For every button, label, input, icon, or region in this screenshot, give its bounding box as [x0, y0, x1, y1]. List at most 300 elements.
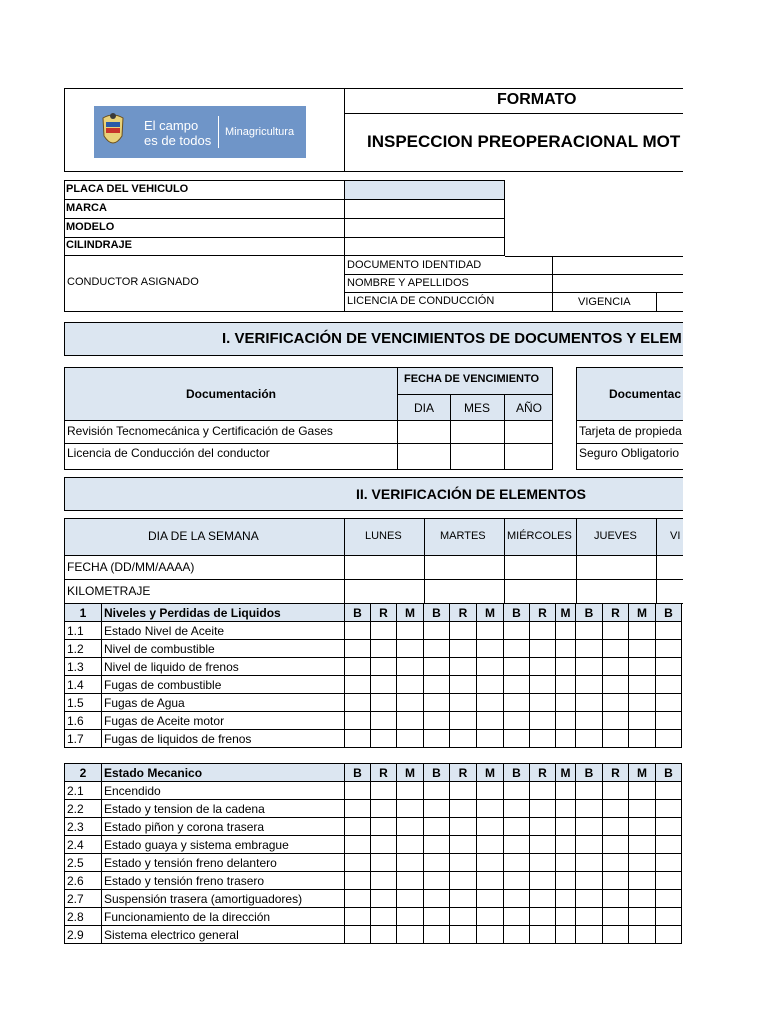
header-divider	[344, 88, 345, 172]
rating-cell[interactable]	[397, 872, 424, 890]
rating-cell[interactable]	[556, 730, 576, 748]
rating-cell[interactable]	[345, 676, 371, 694]
rating-cell[interactable]	[556, 890, 576, 908]
rating-cell[interactable]	[656, 640, 682, 658]
rating-cell[interactable]	[345, 836, 371, 854]
fecha-label: FECHA (DD/MM/AAAA)	[67, 560, 195, 574]
rating-cell[interactable]	[603, 782, 629, 800]
rating-cell[interactable]	[397, 890, 424, 908]
rating-cell[interactable]	[530, 926, 556, 944]
rating-cell[interactable]	[371, 908, 397, 926]
rating-cell[interactable]	[603, 890, 629, 908]
rating-cell[interactable]	[556, 676, 576, 694]
item-label: Nivel de liquido de frenos	[102, 658, 345, 676]
rating-cell[interactable]	[345, 658, 371, 676]
day-jueves: JUEVES	[594, 530, 637, 542]
rating-cell[interactable]	[477, 908, 504, 926]
rating-cell[interactable]	[450, 872, 477, 890]
rating-cell[interactable]	[556, 854, 576, 872]
rating-cell[interactable]	[504, 800, 530, 818]
rating-cell[interactable]	[424, 926, 450, 944]
rating-cell[interactable]	[603, 658, 629, 676]
rating-cell[interactable]	[477, 800, 504, 818]
rating-header-m: M	[629, 764, 656, 782]
rating-cell[interactable]	[576, 926, 603, 944]
rating-cell[interactable]	[345, 890, 371, 908]
rating-cell[interactable]	[371, 872, 397, 890]
rating-cell[interactable]	[424, 712, 450, 730]
rating-cell[interactable]	[530, 872, 556, 890]
rating-cell[interactable]	[576, 676, 603, 694]
rating-cell[interactable]	[629, 836, 656, 854]
rating-cell[interactable]	[629, 782, 656, 800]
rating-cell[interactable]	[450, 818, 477, 836]
marca-input[interactable]	[345, 200, 504, 218]
rating-cell[interactable]	[603, 872, 629, 890]
logo-separator	[218, 116, 219, 148]
rating-cell[interactable]	[424, 818, 450, 836]
rating-cell[interactable]	[556, 640, 576, 658]
rating-cell[interactable]	[371, 818, 397, 836]
cilindraje-label: CILINDRAJE	[66, 239, 133, 251]
rating-cell[interactable]	[629, 730, 656, 748]
rating-cell[interactable]	[371, 782, 397, 800]
rating-cell[interactable]	[556, 818, 576, 836]
rating-cell[interactable]	[477, 926, 504, 944]
rating-cell[interactable]	[656, 908, 682, 926]
rating-cell[interactable]	[504, 908, 530, 926]
rating-cell[interactable]	[397, 800, 424, 818]
table-row	[65, 730, 682, 748]
rating-cell[interactable]	[477, 730, 504, 748]
rating-cell[interactable]	[603, 800, 629, 818]
rating-cell[interactable]	[576, 800, 603, 818]
rating-cell[interactable]	[504, 782, 530, 800]
rating-cell[interactable]	[397, 730, 424, 748]
rating-cell[interactable]	[530, 712, 556, 730]
rating-cell[interactable]	[450, 782, 477, 800]
item-label: Fugas de combustible	[102, 676, 345, 694]
nombre-input[interactable]	[553, 275, 683, 292]
rating-cell[interactable]	[371, 890, 397, 908]
rating-cell[interactable]	[450, 712, 477, 730]
rating-cell[interactable]	[397, 926, 424, 944]
doc-row-2: Licencia de Conducción del conductor	[67, 446, 270, 460]
rating-cell[interactable]	[603, 926, 629, 944]
rating-cell[interactable]	[656, 712, 682, 730]
rating-cell[interactable]	[345, 872, 371, 890]
rating-cell[interactable]	[397, 836, 424, 854]
rating-cell[interactable]	[371, 854, 397, 872]
item-label: Estado y tensión freno trasero	[102, 872, 345, 890]
vigencia-input[interactable]	[657, 293, 683, 311]
rating-header-b: B	[345, 764, 371, 782]
rating-header-b: B	[345, 604, 371, 622]
rating-cell[interactable]	[530, 854, 556, 872]
day-lunes: LUNES	[365, 530, 402, 542]
rating-cell[interactable]	[397, 782, 424, 800]
rating-cell[interactable]	[371, 836, 397, 854]
rating-cell[interactable]	[504, 872, 530, 890]
rating-cell[interactable]	[371, 730, 397, 748]
table-row	[65, 872, 682, 890]
rating-cell[interactable]	[345, 730, 371, 748]
group-title: Niveles y Perdidas de Liquidos	[102, 604, 345, 622]
nombre-label: NOMBRE Y APELLIDOS	[347, 277, 469, 289]
rating-cell[interactable]	[556, 694, 576, 712]
table-row	[65, 622, 682, 640]
rating-cell[interactable]	[345, 622, 371, 640]
rating-cell[interactable]	[504, 730, 530, 748]
item-number: 1.4	[65, 676, 102, 694]
item-number: 2.6	[65, 872, 102, 890]
item-number: 2.9	[65, 926, 102, 944]
rating-header-r: R	[530, 764, 556, 782]
rating-cell[interactable]	[576, 890, 603, 908]
section2-title: II. VERIFICACIÓN DE ELEMENTOS	[356, 486, 586, 502]
table-row	[65, 926, 682, 944]
rating-header-b: B	[504, 604, 530, 622]
page-subtitle: INSPECCION PREOPERACIONAL MOT	[367, 132, 681, 151]
rating-cell[interactable]	[504, 854, 530, 872]
rating-cell[interactable]	[656, 676, 682, 694]
rating-cell[interactable]	[477, 818, 504, 836]
rating-cell[interactable]	[504, 836, 530, 854]
item-number: 2.3	[65, 818, 102, 836]
rating-cell[interactable]	[530, 622, 556, 640]
rating-cell[interactable]	[576, 908, 603, 926]
rating-header-m: M	[477, 604, 504, 622]
rating-cell[interactable]	[477, 836, 504, 854]
rating-header-r: R	[603, 764, 629, 782]
rating-cell[interactable]	[576, 640, 603, 658]
rating-cell[interactable]	[504, 926, 530, 944]
rating-cell[interactable]	[603, 694, 629, 712]
doc-row-1: Revisión Tecnomecánica y Certificación de Gases	[67, 424, 333, 438]
rating-cell[interactable]	[424, 694, 450, 712]
rating-cell[interactable]	[477, 640, 504, 658]
conductor-label: CONDUCTOR ASIGNADO	[67, 276, 199, 288]
rating-cell[interactable]	[530, 640, 556, 658]
item-number: 2.8	[65, 908, 102, 926]
rating-cell[interactable]	[603, 730, 629, 748]
driver-col-divider	[344, 256, 345, 312]
item-label: Encendido	[102, 782, 345, 800]
table-row	[65, 890, 682, 908]
rating-cell[interactable]	[603, 854, 629, 872]
rating-cell[interactable]	[576, 622, 603, 640]
rating-cell[interactable]	[504, 640, 530, 658]
header-title-rule	[344, 113, 683, 114]
rating-header-b: B	[656, 604, 682, 622]
rating-cell[interactable]	[450, 854, 477, 872]
rating-cell[interactable]	[530, 818, 556, 836]
rating-cell[interactable]	[530, 658, 556, 676]
table-row	[65, 658, 682, 676]
item-number: 1.1	[65, 622, 102, 640]
cilindraje-input[interactable]	[345, 238, 504, 255]
rating-cell[interactable]	[397, 622, 424, 640]
rating-cell[interactable]	[530, 676, 556, 694]
rating-cell[interactable]	[576, 818, 603, 836]
rating-cell[interactable]	[424, 890, 450, 908]
rating-cell[interactable]	[603, 712, 629, 730]
rating-cell[interactable]	[556, 872, 576, 890]
rating-cell[interactable]	[629, 658, 656, 676]
rating-cell[interactable]	[556, 800, 576, 818]
rating-cell[interactable]	[576, 872, 603, 890]
rating-cell[interactable]	[656, 730, 682, 748]
doc-right-row-2: Seguro Obligatorio	[579, 446, 680, 460]
rating-cell[interactable]	[371, 800, 397, 818]
rating-cell[interactable]	[530, 836, 556, 854]
rating-cell[interactable]	[656, 818, 682, 836]
rating-cell[interactable]	[450, 800, 477, 818]
rating-header-m: M	[397, 604, 424, 622]
rating-cell[interactable]	[504, 622, 530, 640]
rating-cell[interactable]	[556, 712, 576, 730]
item-label: Fugas de liquidos de frenos	[102, 730, 345, 748]
rating-cell[interactable]	[629, 926, 656, 944]
rating-cell[interactable]	[504, 658, 530, 676]
doc-right-row-rule	[576, 443, 683, 444]
rating-cell[interactable]	[576, 782, 603, 800]
placa-label: PLACA DEL VEHICULO	[66, 183, 189, 195]
rating-cell[interactable]	[656, 658, 682, 676]
table-row	[65, 800, 682, 818]
rating-cell[interactable]	[477, 694, 504, 712]
rating-cell[interactable]	[504, 890, 530, 908]
rating-cell[interactable]	[530, 782, 556, 800]
rating-cell[interactable]	[629, 872, 656, 890]
rating-cell[interactable]	[371, 712, 397, 730]
rating-cell[interactable]	[397, 658, 424, 676]
rating-cell[interactable]	[371, 694, 397, 712]
rating-cell[interactable]	[345, 818, 371, 836]
ano-label: AÑO	[516, 401, 543, 415]
item-label: Fugas de Aceite motor	[102, 712, 345, 730]
checklist-group-2	[64, 763, 682, 944]
rating-cell[interactable]	[576, 836, 603, 854]
rating-cell[interactable]	[477, 782, 504, 800]
rating-cell[interactable]	[556, 836, 576, 854]
item-label: Funcionamiento de la dirección	[102, 908, 345, 926]
rating-cell[interactable]	[424, 658, 450, 676]
rating-cell[interactable]	[629, 694, 656, 712]
rating-cell[interactable]	[556, 926, 576, 944]
rating-cell[interactable]	[576, 854, 603, 872]
rating-cell[interactable]	[424, 676, 450, 694]
rating-cell[interactable]	[397, 712, 424, 730]
logo-text-2: es de todos	[144, 133, 212, 148]
rating-cell[interactable]	[656, 622, 682, 640]
rating-cell[interactable]	[345, 640, 371, 658]
rating-cell[interactable]	[504, 694, 530, 712]
rating-cell[interactable]	[371, 658, 397, 676]
item-label: Suspensión trasera (amortiguadores)	[102, 890, 345, 908]
rating-cell[interactable]	[576, 730, 603, 748]
rating-cell[interactable]	[530, 890, 556, 908]
rating-cell[interactable]	[450, 694, 477, 712]
rating-cell[interactable]	[450, 908, 477, 926]
doc-right-header-label: Documentac	[609, 387, 682, 401]
rating-cell[interactable]	[576, 694, 603, 712]
rating-cell[interactable]	[556, 782, 576, 800]
rating-cell[interactable]	[576, 658, 603, 676]
rating-cell[interactable]	[397, 818, 424, 836]
rating-cell[interactable]	[450, 926, 477, 944]
rating-cell[interactable]	[656, 836, 682, 854]
rating-cell[interactable]	[450, 676, 477, 694]
rating-cell[interactable]	[629, 622, 656, 640]
rating-cell[interactable]	[477, 658, 504, 676]
rating-cell[interactable]	[450, 836, 477, 854]
modelo-input[interactable]	[345, 219, 504, 237]
rating-cell[interactable]	[345, 908, 371, 926]
rating-cell[interactable]	[477, 712, 504, 730]
rating-cell[interactable]	[629, 640, 656, 658]
rating-cell[interactable]	[371, 926, 397, 944]
rating-header-r: R	[371, 764, 397, 782]
rating-cell[interactable]	[450, 658, 477, 676]
rating-cell[interactable]	[629, 854, 656, 872]
documento-input[interactable]	[553, 257, 683, 274]
rating-header-m: M	[556, 604, 576, 622]
rating-cell[interactable]	[556, 908, 576, 926]
rating-cell[interactable]	[450, 730, 477, 748]
rating-cell[interactable]	[397, 854, 424, 872]
rating-cell[interactable]	[424, 854, 450, 872]
item-label: Estado y tension de la cadena	[102, 800, 345, 818]
rating-cell[interactable]	[450, 640, 477, 658]
rating-cell[interactable]	[477, 890, 504, 908]
rating-cell[interactable]	[603, 836, 629, 854]
rating-cell[interactable]	[424, 872, 450, 890]
rating-cell[interactable]	[530, 800, 556, 818]
rating-cell[interactable]	[397, 694, 424, 712]
rating-cell[interactable]	[424, 730, 450, 748]
rating-header-m: M	[629, 604, 656, 622]
rating-cell[interactable]	[345, 854, 371, 872]
rating-cell[interactable]	[629, 908, 656, 926]
day-miercoles: MIÉRCOLES	[507, 530, 572, 542]
rating-cell[interactable]	[397, 676, 424, 694]
rating-cell[interactable]	[424, 622, 450, 640]
item-number: 1.3	[65, 658, 102, 676]
rating-cell[interactable]	[424, 640, 450, 658]
rating-cell[interactable]	[603, 818, 629, 836]
item-number: 2.7	[65, 890, 102, 908]
table-row	[65, 836, 682, 854]
rating-cell[interactable]	[656, 890, 682, 908]
rating-cell[interactable]	[603, 622, 629, 640]
rating-cell[interactable]	[530, 730, 556, 748]
rating-cell[interactable]	[371, 676, 397, 694]
rating-cell[interactable]	[424, 908, 450, 926]
item-label: Estado guaya y sistema embrague	[102, 836, 345, 854]
item-label: Estado y tensión freno delantero	[102, 854, 345, 872]
rating-cell[interactable]	[629, 712, 656, 730]
table-row	[65, 694, 682, 712]
rating-cell[interactable]	[450, 622, 477, 640]
rating-cell[interactable]	[504, 712, 530, 730]
placa-input[interactable]	[345, 181, 504, 199]
group-number: 1	[65, 604, 102, 622]
rating-cell[interactable]	[345, 782, 371, 800]
rating-cell[interactable]	[450, 890, 477, 908]
rating-cell[interactable]	[345, 712, 371, 730]
rating-cell[interactable]	[345, 926, 371, 944]
rating-cell[interactable]	[629, 676, 656, 694]
rating-cell[interactable]	[656, 854, 682, 872]
rating-cell[interactable]	[576, 712, 603, 730]
rating-cell[interactable]	[504, 676, 530, 694]
logo-text-1: El campo	[144, 118, 199, 133]
rating-cell[interactable]	[656, 800, 682, 818]
rating-header-b: B	[576, 604, 603, 622]
rating-cell[interactable]	[504, 818, 530, 836]
rating-header-b: B	[504, 764, 530, 782]
rating-cell[interactable]	[345, 694, 371, 712]
rating-cell[interactable]	[530, 908, 556, 926]
table-row	[65, 818, 682, 836]
documento-label: DOCUMENTO IDENTIDAD	[347, 259, 482, 271]
rating-cell[interactable]	[424, 782, 450, 800]
rating-cell[interactable]	[603, 640, 629, 658]
rating-cell[interactable]	[556, 622, 576, 640]
rating-cell[interactable]	[629, 818, 656, 836]
rating-cell[interactable]	[603, 908, 629, 926]
table-row	[65, 712, 682, 730]
rating-cell[interactable]	[371, 622, 397, 640]
rating-cell[interactable]	[656, 872, 682, 890]
rating-cell[interactable]	[530, 694, 556, 712]
item-number: 1.7	[65, 730, 102, 748]
rating-cell[interactable]	[345, 800, 371, 818]
item-label: Sistema electrico general	[102, 926, 345, 944]
rating-cell[interactable]	[556, 658, 576, 676]
rating-cell[interactable]	[603, 676, 629, 694]
rating-cell[interactable]	[477, 676, 504, 694]
item-number: 2.1	[65, 782, 102, 800]
group-title: Estado Mecanico	[102, 764, 345, 782]
rating-header-b: B	[656, 764, 682, 782]
rating-header-m: M	[477, 764, 504, 782]
rating-cell[interactable]	[397, 908, 424, 926]
table-row	[65, 782, 682, 800]
item-number: 2.2	[65, 800, 102, 818]
doc-header-label: Documentación	[186, 387, 277, 401]
rating-cell[interactable]	[477, 872, 504, 890]
rating-cell[interactable]	[629, 800, 656, 818]
rating-cell[interactable]	[477, 854, 504, 872]
rating-cell[interactable]	[656, 926, 682, 944]
table-row	[65, 854, 682, 872]
rating-cell[interactable]	[656, 694, 682, 712]
rating-cell[interactable]	[424, 800, 450, 818]
fecha-row-rule	[64, 579, 683, 580]
rating-cell[interactable]	[397, 640, 424, 658]
rating-cell[interactable]	[424, 836, 450, 854]
page-title: FORMATO	[497, 91, 577, 108]
rating-cell[interactable]	[371, 640, 397, 658]
rating-cell[interactable]	[629, 890, 656, 908]
rating-header-r: R	[530, 604, 556, 622]
rating-header-b: B	[424, 764, 450, 782]
rating-header-r: R	[371, 604, 397, 622]
rating-cell[interactable]	[656, 782, 682, 800]
rating-cell[interactable]	[477, 622, 504, 640]
